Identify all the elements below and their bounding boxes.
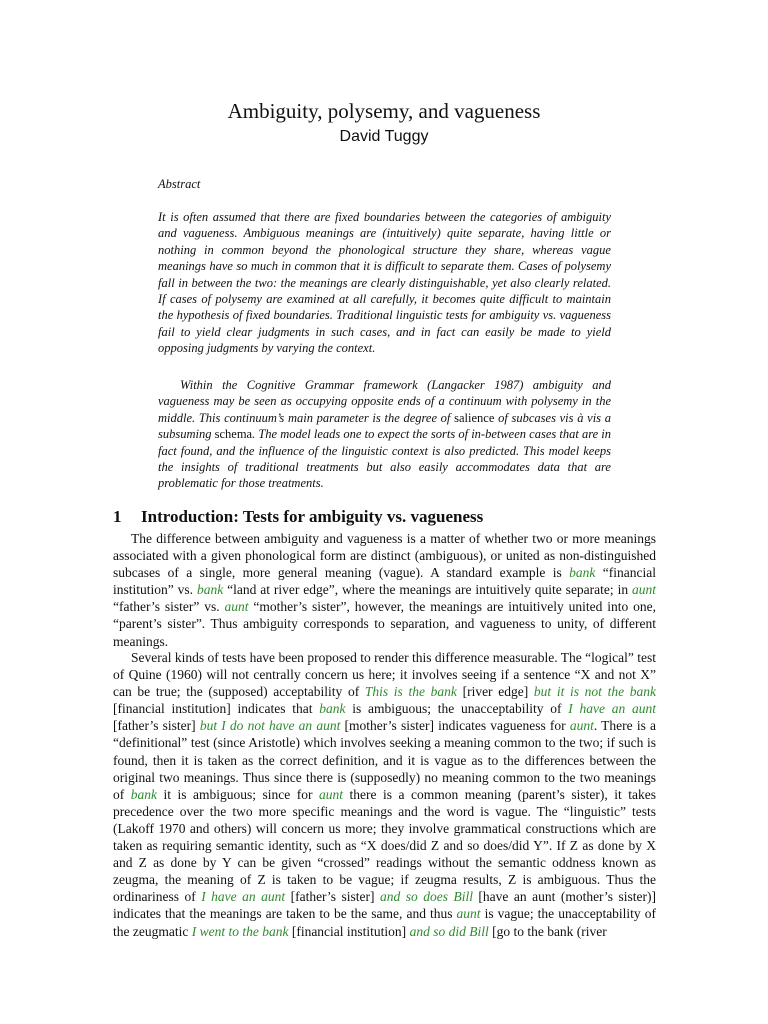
- text-run: schema: [214, 427, 253, 442]
- example-expression: and so did Bill: [409, 923, 489, 939]
- text-run: [financial institution]: [288, 923, 410, 939]
- example-expression: aunt: [456, 906, 481, 922]
- section-number: 1: [113, 507, 122, 526]
- text-run: . There is a “definitional” test (since Aristotle) which involves seeking a meaning common to the two; if such is found, then it is taken as the correct definition, and it is vague as to the differences between the original two meanings. Thus since there is (supposedly) no meaning common to the two meanings of: [113, 718, 657, 802]
- abstract-paragraph-2: [158, 377, 611, 492]
- text-run: salience: [454, 410, 495, 425]
- text-run: [father’s sister]: [113, 718, 200, 734]
- example-expression: I have an aunt: [201, 889, 286, 905]
- abstract-text-2: [158, 377, 611, 492]
- text-run: “financial institution” vs.: [113, 565, 657, 598]
- section-title: Introduction: Tests for ambiguity vs. vagueness: [141, 507, 484, 526]
- text-run: “father’s sister” vs.: [113, 599, 225, 615]
- text-run: is vague; the unacceptability of the zeugmatic: [113, 906, 656, 939]
- example-expression: This is the bank: [364, 684, 457, 700]
- example-expression: bank: [196, 582, 224, 598]
- paper-author: David Tuggy: [339, 128, 429, 145]
- text-run: “land at river edge”, where the meanings are intuitively quite separate; in: [223, 582, 632, 598]
- text-run: Within the Cognitive Grammar framework (Langacker 1987) ambiguity and vagueness may be seen as occupying opposite ends of a continuum with polysemy in the middle. This continuum’s main parameter is the degree of: [158, 378, 611, 425]
- example-expression: bank: [319, 701, 346, 717]
- body-text-2: [113, 649, 656, 940]
- example-expression: aunt: [631, 582, 656, 598]
- example-expression: aunt: [224, 599, 249, 615]
- body-text-1: [113, 530, 656, 650]
- text-run: [mother’s sister] indicates vagueness for: [340, 718, 570, 734]
- text-run: it is ambiguous; since for: [157, 786, 319, 802]
- example-expression: I have an aunt: [568, 701, 656, 717]
- abstract-label: Abstract: [158, 177, 201, 191]
- example-expression: but it is not the bank: [533, 684, 656, 700]
- body-paragraph-2: [113, 649, 656, 940]
- text-run: Several kinds of tests have been proposed to render this difference measurable. The “logical” test of Quine (1960) will not centrally concern us here; it involves seeing if a sentence “X and not X” can be true; the (supposed) acceptability of: [113, 650, 656, 700]
- example-expression: and so does Bill: [380, 889, 473, 905]
- text-run: “mother’s sister”, however, the meanings are intuitively united into one, “parent’s sister”. Thus ambiguity corresponds to separation, and vagueness to unity, of different meanings.: [113, 599, 657, 649]
- example-expression: but I do not have an aunt: [199, 718, 341, 734]
- text-run: [river edge]: [456, 684, 534, 700]
- example-expression: I went to the bank: [191, 923, 289, 939]
- example-expression: aunt: [318, 786, 343, 802]
- text-run: is ambiguous; the unacceptability of: [345, 701, 569, 717]
- section-heading: [113, 506, 483, 528]
- text-run: The difference between ambiguity and vagueness is a matter of whether two or more meanings associated with a given phonological form are distinct (ambiguous), or united as non-distinguished subcases of a single, more general meaning (vague). A standard example is: [113, 531, 656, 581]
- example-expression: bank: [130, 786, 157, 802]
- example-expression: bank: [569, 565, 596, 581]
- text-run: . The model leads one to expect the sorts of in-between cases that are in fact found, and the influence of the linguistic context is also predicted. This model keeps the insights of traditional treatments but also easily accommodates data that are problematic for those treatments.: [158, 427, 611, 491]
- abstract-text-1: It is often assumed that there are fixed boundaries between the categories of ambiguity and vagueness. Ambiguous meanings are (intuitively) quite separate, having little or nothing in common beyond the phonological structure they share, whereas vague meanings have so much in common that it is difficult to separate them. Cases of polysemy fall in between the two: the meanings are clearly distinguishable, yet also clearly related. If cases of polysemy are examined at all carefully, it becomes quite difficult to maintain the hypothesis of fixed boundaries. Traditional linguistic tests for ambiguity vs. vagueness fail to yield clear judgments in such cases, and in fact can easily be made to yield opposing judgments by varying the context.: [158, 210, 611, 356]
- text-run: [father’s sister]: [285, 889, 381, 905]
- abstract-paragraph-1: [158, 209, 611, 357]
- body-paragraph-1: [113, 530, 656, 650]
- text-run: there is a common meaning (parent’s sister), it takes precedence over the two more specific meanings and the word is vague. The “linguistic” tests (Lakoff 1970 and others) will concern us more; they involve grammatical constructions which are taken as requiring semantic identity, such as “X does/did Z and so does/did Y”. If Z as done by X and Z as done by Y can be given “crossed” readings without the semantic oddness known as zeugma, the meaning of Z is taken to be vague; if zeugma results, Z is ambiguous. Thus the ordinariness of: [113, 786, 657, 905]
- paper-title: Ambiguity, polysemy, and vagueness: [227, 99, 541, 123]
- text-run: [have an aunt (mother’s sister)] indicates that the meanings are taken to be the same, and thus: [113, 889, 657, 922]
- text-run: [financial institution] indicates that: [113, 701, 320, 717]
- text-run: [go to the bank (river: [488, 923, 607, 939]
- text-run: of subcases vis à vis a subsuming: [158, 410, 611, 442]
- example-expression: aunt: [569, 718, 594, 734]
